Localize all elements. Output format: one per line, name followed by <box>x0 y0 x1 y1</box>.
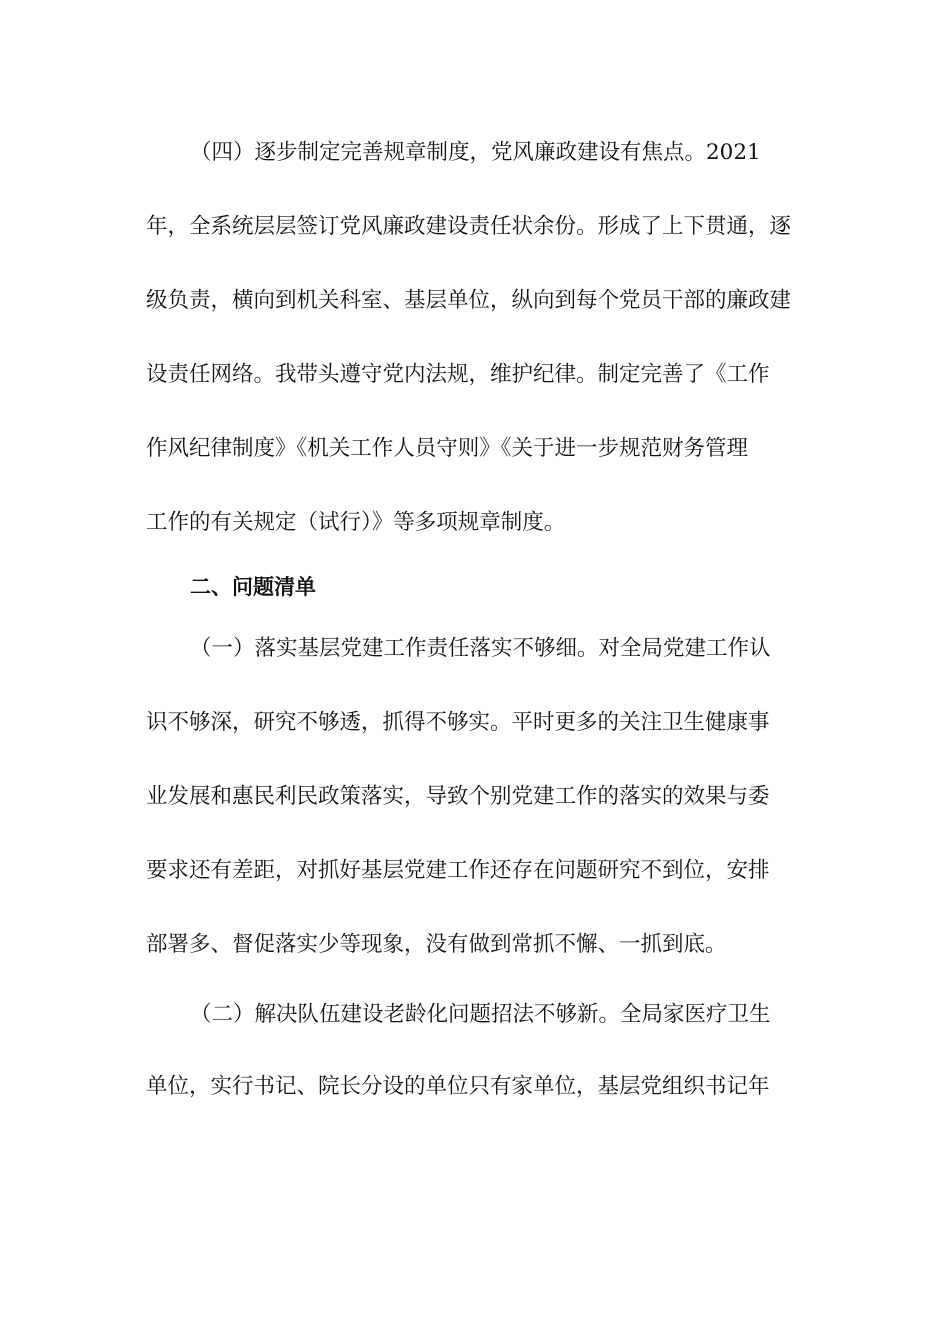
problem-1-line-5: 部署多、督促落实少等现象，没有做到常抓不懈、一抓到底。 <box>146 932 727 957</box>
paragraph-4-line-4: 设责任网络。我带头遵守党内法规，维护纪律。制定完善了《工作 <box>146 362 770 387</box>
problem-1-line-2: 识不够深，研究不够透，抓得不够实。平时更多的关注卫生健康事 <box>146 710 770 735</box>
problem-1-line-3: 业发展和惠民利民政策落实，导致个别党建工作的落实的效果与委 <box>146 784 770 809</box>
problem-2-line-2: 单位，实行书记、院长分设的单位只有家单位，基层党组织书记年 <box>146 1074 770 1099</box>
paragraph-4-line-3: 级负责，横向到机关科室、基层单位，纵向到每个党员干部的廉政建 <box>146 288 792 313</box>
section-heading: 二、问题清单 <box>190 575 316 599</box>
problem-2-line-1: （二）解决队伍建设老龄化问题招法不够新。全局家医疗卫生 <box>190 1002 771 1027</box>
paragraph-4-line-5: 作风纪律制度》《机关工作人员守则》《关于进一步规范财务管理 <box>146 436 749 461</box>
problem-1-line-4: 要求还有差距，对抓好基层党建工作还存在问题研究不到位，安排 <box>146 858 770 883</box>
paragraph-4-line-2: 年，全系统层层签订党风廉政建设责任状余份。形成了上下贯通，逐 <box>146 214 792 239</box>
problem-1-line-1: （一）落实基层党建工作责任落实不够细。对全局党建工作认 <box>190 636 771 661</box>
paragraph-4-line-1: （四）逐步制定完善规章制度，党风廉政建设有焦点。2021 <box>190 140 761 165</box>
paragraph-4-line-6: 工作的有关规定（试行）》等多项规章制度。 <box>146 510 566 535</box>
